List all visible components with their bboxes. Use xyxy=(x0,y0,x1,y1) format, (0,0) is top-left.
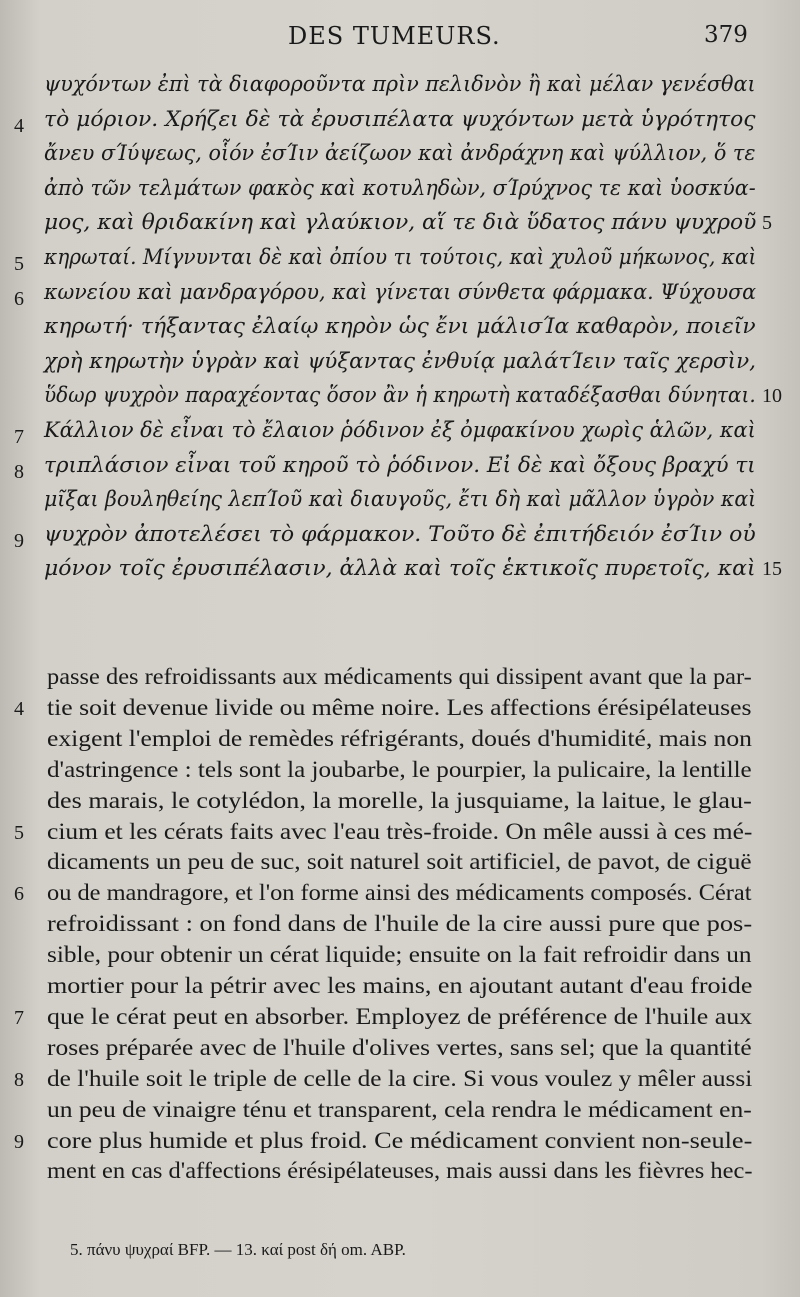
greek-line: μος, καὶ θριδακίνη καὶ γλαύκιον, αἵ τε διὰ ὕδατος πάνυ ψυχροῦ xyxy=(44,210,757,235)
running-head-title: DES TUMEURS. xyxy=(288,22,501,50)
greek-line: τριπλάσιον εἶναι τοῦ κηροῦ τὸ ῥόδινον. Εἰ δὲ καὶ ὄξους βραχύ τι xyxy=(44,452,756,477)
french-line: des marais, le cotylédon, la morelle, la jusquiame, la laitue, le glau- xyxy=(47,787,752,813)
greek-line-number: 7 xyxy=(14,426,24,448)
french-line: dicaments un peu de suc, soit naturel soit artificiel, de pavot, de ciguë xyxy=(47,849,752,875)
greek-line-number: 5 xyxy=(14,253,24,275)
french-line: ou de mandragore, et l'on forme ainsi des médicaments composés. Cérat xyxy=(47,880,752,906)
critical-apparatus-footnote: 5. πάνυ ψυχραί BFP. — 13. καί post δή om. ABP. xyxy=(70,1240,406,1259)
greek-line-number: 8 xyxy=(14,460,24,483)
greek-line: κωνείου καὶ μανδραγόρου, καὶ γίνεται σύνθετα φάρμακα. Ψύχουσα xyxy=(44,279,757,304)
french-line: mortier pour la pétrir avec les mains, en ajoutant autant d'eau froide xyxy=(47,973,753,998)
greek-line: ψυχρὸν ἀποτελέσει τὸ φάρμακον. Τοῦτο δὲ ἐπιτήδειόν ἐσΊιν οὐ xyxy=(44,521,756,546)
french-line: de l'huile soit le triple de celle de la cire. Si vous voulez y mêler aussi xyxy=(47,1065,753,1091)
greek-line: Κάλλιον δὲ εἶναι τὸ ἔλαιον ῥόδινον ἐξ ὀμφακίνου χωρὶς ἁλῶν, καὶ xyxy=(44,418,756,442)
greek-margin-line-count: 10 xyxy=(762,385,782,408)
french-line: cium et les cérats faits avec l'eau très-froide. On mêle aussi à ces mé- xyxy=(47,818,753,844)
greek-margin-line-count: 5 xyxy=(762,212,772,235)
greek-margin-line-count: 15 xyxy=(762,558,782,581)
greek-line: κηρωτή· τήξαντας ἐλαίῳ κηρὸν ὡς ἔνι μάλισΊα καθαρὸν, ποιεῖν xyxy=(44,314,756,339)
french-line: core plus humide et plus froid. Ce médicament convient non-seule- xyxy=(47,1127,753,1153)
greek-line: ὕδωρ ψυχρὸν παραχέοντας ὅσον ἂν ἡ κηρωτὴ καταδέξασθαι δύνηται. xyxy=(44,383,756,408)
french-line: que le cérat peut en absorber. Employez de préférence de l'huile aux xyxy=(47,1003,753,1029)
french-line-number: 7 xyxy=(14,1006,24,1029)
french-line: un peu de vinaigre ténu et transparent, cela rendra le médicament en- xyxy=(47,1096,752,1122)
greek-line: τὸ μόριον. Χρήζει δὲ τὰ ἐρυσιπέλατα ψυχόντων μετὰ ὑγρότητος xyxy=(44,106,756,131)
french-line: ment en cas d'affections érésipélateuses, mais aussi dans les fièvres hec- xyxy=(47,1158,753,1184)
french-line-number: 6 xyxy=(14,883,24,906)
french-line: tie soit devenue livide ou même noire. Les affections érésipélateuses xyxy=(47,694,752,720)
french-line-number: 5 xyxy=(14,821,24,844)
greek-line: κηρωταί. Μίγνυνται δὲ καὶ ὀπίου τι τούτοις, καὶ χυλοῦ μήκωνος, καὶ xyxy=(44,245,757,269)
greek-line: μόνον τοῖς ἐρυσιπέλασιν, ἀλλὰ καὶ τοῖς ἑκτικοῖς πυρετοῖς, καὶ xyxy=(44,556,756,581)
greek-line: μῖξαι βουληθείης λεπΊοῦ καὶ διαυγοῦς, ἔτι δὴ καὶ μᾶλλον ὑγρὸν καὶ xyxy=(44,487,757,512)
page-number: 379 xyxy=(704,22,748,48)
french-line-number: 4 xyxy=(14,697,24,720)
greek-line-number: 4 xyxy=(14,114,24,137)
french-line: d'astringence : tels sont la joubarbe, le pourpier, la pulicaire, la lentille xyxy=(47,756,752,782)
greek-line: ψυχόντων ἐπὶ τὰ διαφοροῦντα πρὶν πελιδνὸν ἢ καὶ μέλαν γενέσθαι xyxy=(44,72,756,96)
french-line: roses préparée avec de l'huile d'olives vertes, sans sel; que la quantité xyxy=(47,1034,752,1060)
french-line-number: 8 xyxy=(14,1068,24,1091)
french-line: passe des refroidissants aux médicaments qui dissipent avant que la par- xyxy=(47,664,752,689)
greek-line: χρὴ κηρωτὴν ὑγρὰν καὶ ψύξαντας ἐνθυίᾳ μαλάτΊειν ταῖς χερσὶν, xyxy=(44,348,756,373)
french-line: sible, pour obtenir un cérat liquide; ensuite on la fait refroidir dans un xyxy=(47,942,752,968)
greek-line-number: 9 xyxy=(14,529,24,552)
greek-line: ἄνευ σΊύψεως, οἷόν ἐσΊιν ἀείζωον καὶ ἀνδράχνη καὶ ψύλλιον, ὅ τε xyxy=(44,141,756,166)
french-line: refroidissant : on fond dans de l'huile de la cire aussi pure que pos- xyxy=(47,911,753,937)
french-line-number: 9 xyxy=(14,1130,24,1153)
french-line: exigent l'emploi de remèdes réfrigérants, doués d'humidité, mais non xyxy=(47,725,752,751)
greek-line-number: 6 xyxy=(14,287,24,310)
greek-line: ἀπὸ τῶν τελμάτων φακὸς καὶ κοτυληδὼν, σΊρύχνος τε καὶ ὑοσκύα- xyxy=(44,175,756,200)
